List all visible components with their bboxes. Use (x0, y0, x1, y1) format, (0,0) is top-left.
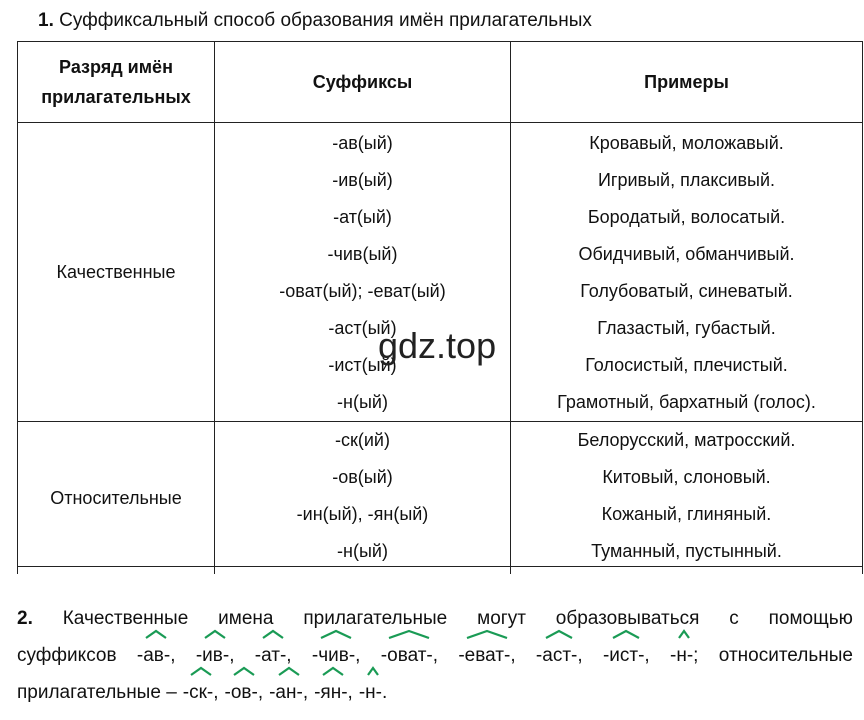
suffix-item: -н(ый) (337, 392, 388, 412)
word: имена (218, 608, 274, 629)
paragraph-line-1 (17, 600, 853, 637)
suffix-item: -оват(ый); -еват(ый) (279, 281, 446, 301)
suffix-item: -ов(ый) (332, 467, 393, 487)
suffix-arc-icon (465, 629, 509, 639)
suffix-item: -ат(ый) (333, 207, 392, 227)
word: суффиксов (17, 645, 117, 666)
suffix-arc-icon (321, 666, 345, 676)
suffix-n: -н-; (670, 637, 698, 674)
suffix-item: -ин(ый), -ян(ый) (296, 504, 429, 524)
suffix-sk: -ск-, (183, 674, 219, 711)
suffix-chiv: -чив-, (312, 637, 361, 674)
word: образовываться (555, 608, 700, 629)
table-row (18, 123, 863, 422)
suffix-ist: -ист-, (603, 637, 650, 674)
example-item: Голосистый, плечистый. (585, 355, 788, 375)
header-category: Разряд имён прилагательных (18, 42, 215, 123)
example-item: Грамотный, бархатный (голос). (557, 392, 816, 412)
relative-example-cell (511, 422, 863, 575)
section-1-number: 1. (38, 10, 54, 31)
example-item: Белорусский, матросский. (577, 430, 796, 450)
suffix-item: -аст(ый) (328, 318, 397, 338)
table-row (18, 422, 863, 575)
suffix-arc-icon (261, 629, 285, 639)
word: относительные (718, 645, 853, 666)
suffix-item: -ист(ый) (328, 355, 397, 375)
example-item: Игривый, плаксивый. (597, 170, 776, 190)
relative-suffix-cell (215, 422, 511, 575)
section-2-number: 2. (17, 608, 33, 629)
example-item: Обидчивый, обманчивый. (578, 244, 795, 264)
category-quality: Качественные (18, 123, 215, 422)
suffix-iv: -ив-, (196, 637, 235, 674)
table-bottom-rule (17, 566, 862, 567)
suffix-evat: -еват-, (458, 637, 515, 674)
quality-example-cell (511, 123, 863, 422)
suffix-item: -ав(ый) (332, 133, 393, 153)
suffix-arc-icon (611, 629, 641, 639)
suffix-arc-icon (203, 629, 227, 639)
suffix-arc-icon (144, 629, 168, 639)
suffix-item: -н(ый) (337, 541, 388, 561)
section-1-title-text: Суффиксальный способ образования имён прилагательных (59, 10, 592, 31)
suffix-item: -ив(ый) (332, 170, 393, 190)
example-item: Кровавый, моложавый. (589, 133, 784, 153)
suffix-arc-icon (366, 666, 380, 676)
suffix-ov: -ов-, (225, 674, 264, 711)
suffix-an: -ан-, (269, 674, 308, 711)
category-relative: Относительные (18, 422, 215, 575)
example-item: Бородатый, волосатый. (587, 207, 786, 227)
word: Качественные (62, 608, 189, 629)
suffix-yan: -ян-, (314, 674, 353, 711)
word: прилагательные (303, 608, 448, 629)
section-1-title (38, 8, 592, 34)
word: могут (477, 608, 526, 629)
watermark: gdz.top (378, 325, 497, 366)
suffix-arc-icon (189, 666, 213, 676)
suffix-item: -ск(ий) (335, 430, 390, 450)
suffix-ast: -аст-, (536, 637, 583, 674)
suffix-n-rel: -н-. (359, 674, 387, 711)
suffix-ovat: -оват-, (381, 637, 438, 674)
header-suffixes: Суффиксы (215, 42, 511, 123)
paragraph-line-3 (17, 674, 853, 711)
suffix-arc-icon (232, 666, 256, 676)
word: с (729, 608, 739, 629)
suffix-at: -ат-, (255, 637, 292, 674)
example-item: Кожаный, глиняный. (601, 504, 772, 524)
suffix-item: -чив(ый) (327, 244, 398, 264)
suffix-arc-icon (544, 629, 574, 639)
suffix-arc-icon (277, 666, 301, 676)
section-2-paragraph (17, 600, 853, 711)
example-item: Китовый, слоновый. (602, 467, 771, 487)
word: помощью (768, 608, 853, 629)
example-item: Туманный, пустынный. (591, 541, 782, 561)
header-examples: Примеры (511, 42, 863, 123)
suffix-table (17, 41, 863, 574)
suffix-arc-icon (387, 629, 431, 639)
example-item: Глазастый, губастый. (597, 318, 776, 338)
table-header-row (18, 42, 863, 123)
word: прилагательные – (17, 682, 177, 703)
example-item: Голубоватый, синеватый. (580, 281, 793, 301)
quality-suffix-cell (215, 123, 511, 422)
paragraph-line-2 (17, 637, 853, 674)
suffix-av: -ав-, (137, 637, 176, 674)
suffix-arc-icon (319, 629, 353, 639)
suffix-arc-icon (677, 629, 691, 639)
